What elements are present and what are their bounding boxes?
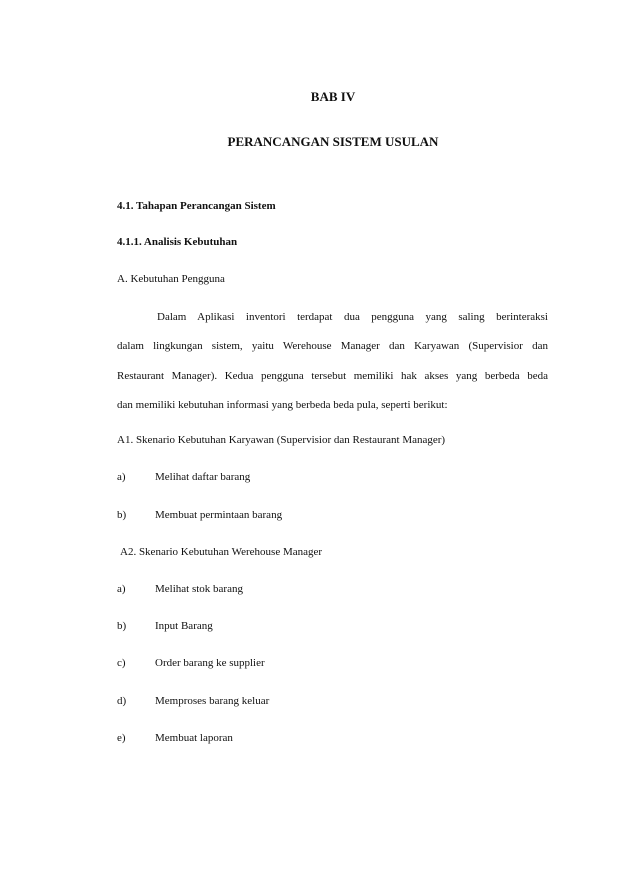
list-item-marker: c): [117, 657, 126, 669]
list-item: Memproses barang keluar: [155, 695, 270, 707]
list-item-marker: e): [117, 732, 126, 744]
list-item-marker: a): [117, 471, 126, 483]
list-item-marker: a): [117, 583, 126, 595]
paragraph-line-1: Dalam Aplikasi inventori terdapat dua pengguna yang saling berinteraksi: [157, 311, 548, 323]
subsection-heading: 4.1.1. Analisis Kebutuhan: [117, 236, 238, 248]
list-item: Melihat stok barang: [155, 583, 243, 595]
scenario-a2-heading: A2. Skenario Kebutuhan Werehouse Manager: [120, 546, 323, 558]
paragraph-line-3: Restaurant Manager). Kedua pengguna tersebut memiliki hak akses yang berbeda beda: [117, 370, 548, 382]
list-item: Melihat daftar barang: [155, 471, 251, 483]
list-item-marker: d): [117, 695, 127, 707]
scenario-a1-heading: A1. Skenario Kebutuhan Karyawan (Supervisior dan Restaurant Manager): [117, 434, 446, 446]
sub-heading-a: A. Kebutuhan Pengguna: [117, 273, 225, 285]
list-item: Input Barang: [155, 620, 213, 632]
chapter-label: BAB IV: [310, 89, 356, 104]
chapter-title: PERANCANGAN SISTEM USULAN: [227, 134, 439, 149]
list-item: Membuat permintaan barang: [155, 509, 283, 521]
list-item-marker: b): [117, 620, 127, 632]
paragraph-line-4: dan memiliki kebutuhan informasi yang berbeda beda pula, seperti berikut:: [117, 399, 448, 411]
list-item: Membuat laporan: [155, 732, 233, 744]
list-item: Order barang ke supplier: [155, 657, 265, 669]
paragraph-line-2: dalam lingkungan sistem, yaitu Werehouse Manager dan Karyawan (Supervisior dan: [117, 340, 548, 352]
list-item-marker: b): [117, 509, 127, 521]
section-heading: 4.1. Tahapan Perancangan Sistem: [117, 200, 276, 212]
